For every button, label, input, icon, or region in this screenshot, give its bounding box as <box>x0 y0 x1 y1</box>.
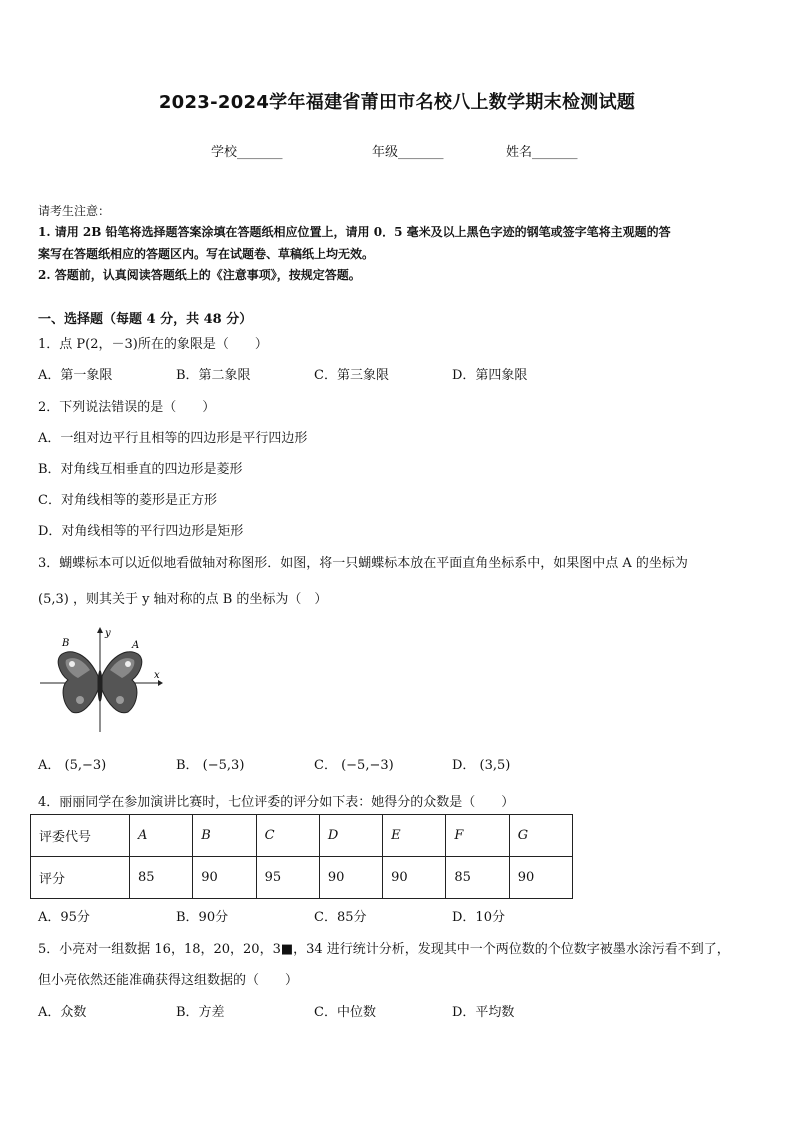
notice-item-1: 1. 请用 2B 铅笔将选择题答案涂填在答题纸相应位置上，请用 0．5 毫米及以上黑色字迹的钢笔或签字笔将主观题的答 <box>38 225 671 239</box>
q3-option-c: C． (−5,−3) <box>314 758 394 773</box>
school-field: 学校_______ <box>211 145 283 160</box>
q1-option-a: A．第一象限 <box>38 368 113 383</box>
table-header-cell: D <box>319 815 382 857</box>
table-header-cell: A <box>130 815 193 857</box>
table-cell: 90 <box>193 857 256 899</box>
table-cell: 90 <box>383 857 446 899</box>
q5-option-c: C．中位数 <box>314 1005 376 1020</box>
q4-option-d: D．10分 <box>452 910 505 925</box>
page-title: 2023-2024学年福建省莆田市名校八上数学期末检测试题 <box>158 92 636 113</box>
table-header-cell: 评委代号 <box>31 815 130 857</box>
table-cell: 90 <box>319 857 382 899</box>
score-table <box>30 814 573 899</box>
q2-option-c: C．对角线相等的菱形是正方形 <box>38 493 217 508</box>
table-header-cell: E <box>383 815 446 857</box>
q4-option-b: B．90分 <box>176 910 229 925</box>
section-heading: 一、选择题（每题 4 分，共 48 分） <box>38 312 253 327</box>
question-5-stem-cont: 但小亮依然还能准确获得这组数据的（ ） <box>38 973 299 988</box>
q5-option-a: A．众数 <box>38 1005 87 1020</box>
notice-item-2: 2. 答题前，认真阅读答题纸上的《注意事项》，按规定答题。 <box>38 268 361 282</box>
butterfly-figure <box>38 624 164 734</box>
q3-option-a: A． (5,−3) <box>38 758 107 773</box>
notice-heading: 请考生注意： <box>38 204 111 218</box>
table-header-cell: F <box>446 815 509 857</box>
q3-option-d: D． (3,5) <box>452 758 511 773</box>
label-b: B <box>62 638 70 649</box>
table-cell: 90 <box>509 857 572 899</box>
q4-option-c: C．85分 <box>314 910 367 925</box>
table-row <box>31 857 573 899</box>
q2-option-d: D．对角线相等的平行四边形是矩形 <box>38 524 244 539</box>
grade-field: 年级_______ <box>372 145 444 160</box>
table-header-cell: B <box>193 815 256 857</box>
q4-option-a: A．95分 <box>38 910 90 925</box>
question-5-stem: 5．小亮对一组数据 16，18，20，20，3■，34 进行统计分析，发现其中一个两位数的个位数字被墨水涂污看不到了， <box>38 942 730 957</box>
q2-option-a: A．一组对边平行且相等的四边形是平行四边形 <box>38 431 308 446</box>
label-y: y <box>105 628 111 639</box>
q5-option-d: D．平均数 <box>452 1005 515 1020</box>
table-cell: 评分 <box>31 857 130 899</box>
question-2-stem: 2．下列说法错误的是（ ） <box>38 400 216 415</box>
table-cell: 95 <box>256 857 319 899</box>
question-1-stem: 1．点 P(2，－3)所在的象限是（ ） <box>38 337 268 352</box>
notice-item-1-cont: 案写在答题纸相应的答题区内。写在试题卷、草稿纸上均无效。 <box>38 247 375 261</box>
table-header-row <box>31 815 573 857</box>
question-3-stem-cont: (5,3) ，则其关于 y 轴对称的点 B 的坐标为（ ） <box>38 592 328 607</box>
label-x: x <box>154 670 160 681</box>
q1-option-d: D．第四象限 <box>452 368 528 383</box>
question-4-stem: 4．丽丽同学在参加演讲比赛时，七位评委的评分如下表：她得分的众数是（ ） <box>38 795 515 810</box>
label-a: A <box>132 640 140 651</box>
name-field: 姓名_______ <box>506 145 578 160</box>
table-header-cell: G <box>509 815 572 857</box>
table-header-cell: C <box>256 815 319 857</box>
table-cell: 85 <box>446 857 509 899</box>
q1-option-c: C．第三象限 <box>314 368 389 383</box>
question-3-stem: 3．蝴蝶标本可以近似地看做轴对称图形．如图，将一只蝴蝶标本放在平面直角坐标系中，如果图中点 A 的坐标为 <box>38 556 688 571</box>
q5-option-b: B．方差 <box>176 1005 225 1020</box>
q3-option-b: B． (−5,3) <box>176 758 245 773</box>
table-cell: 85 <box>130 857 193 899</box>
q1-option-b: B．第二象限 <box>176 368 251 383</box>
q2-option-b: B．对角线互相垂直的四边形是菱形 <box>38 462 243 477</box>
